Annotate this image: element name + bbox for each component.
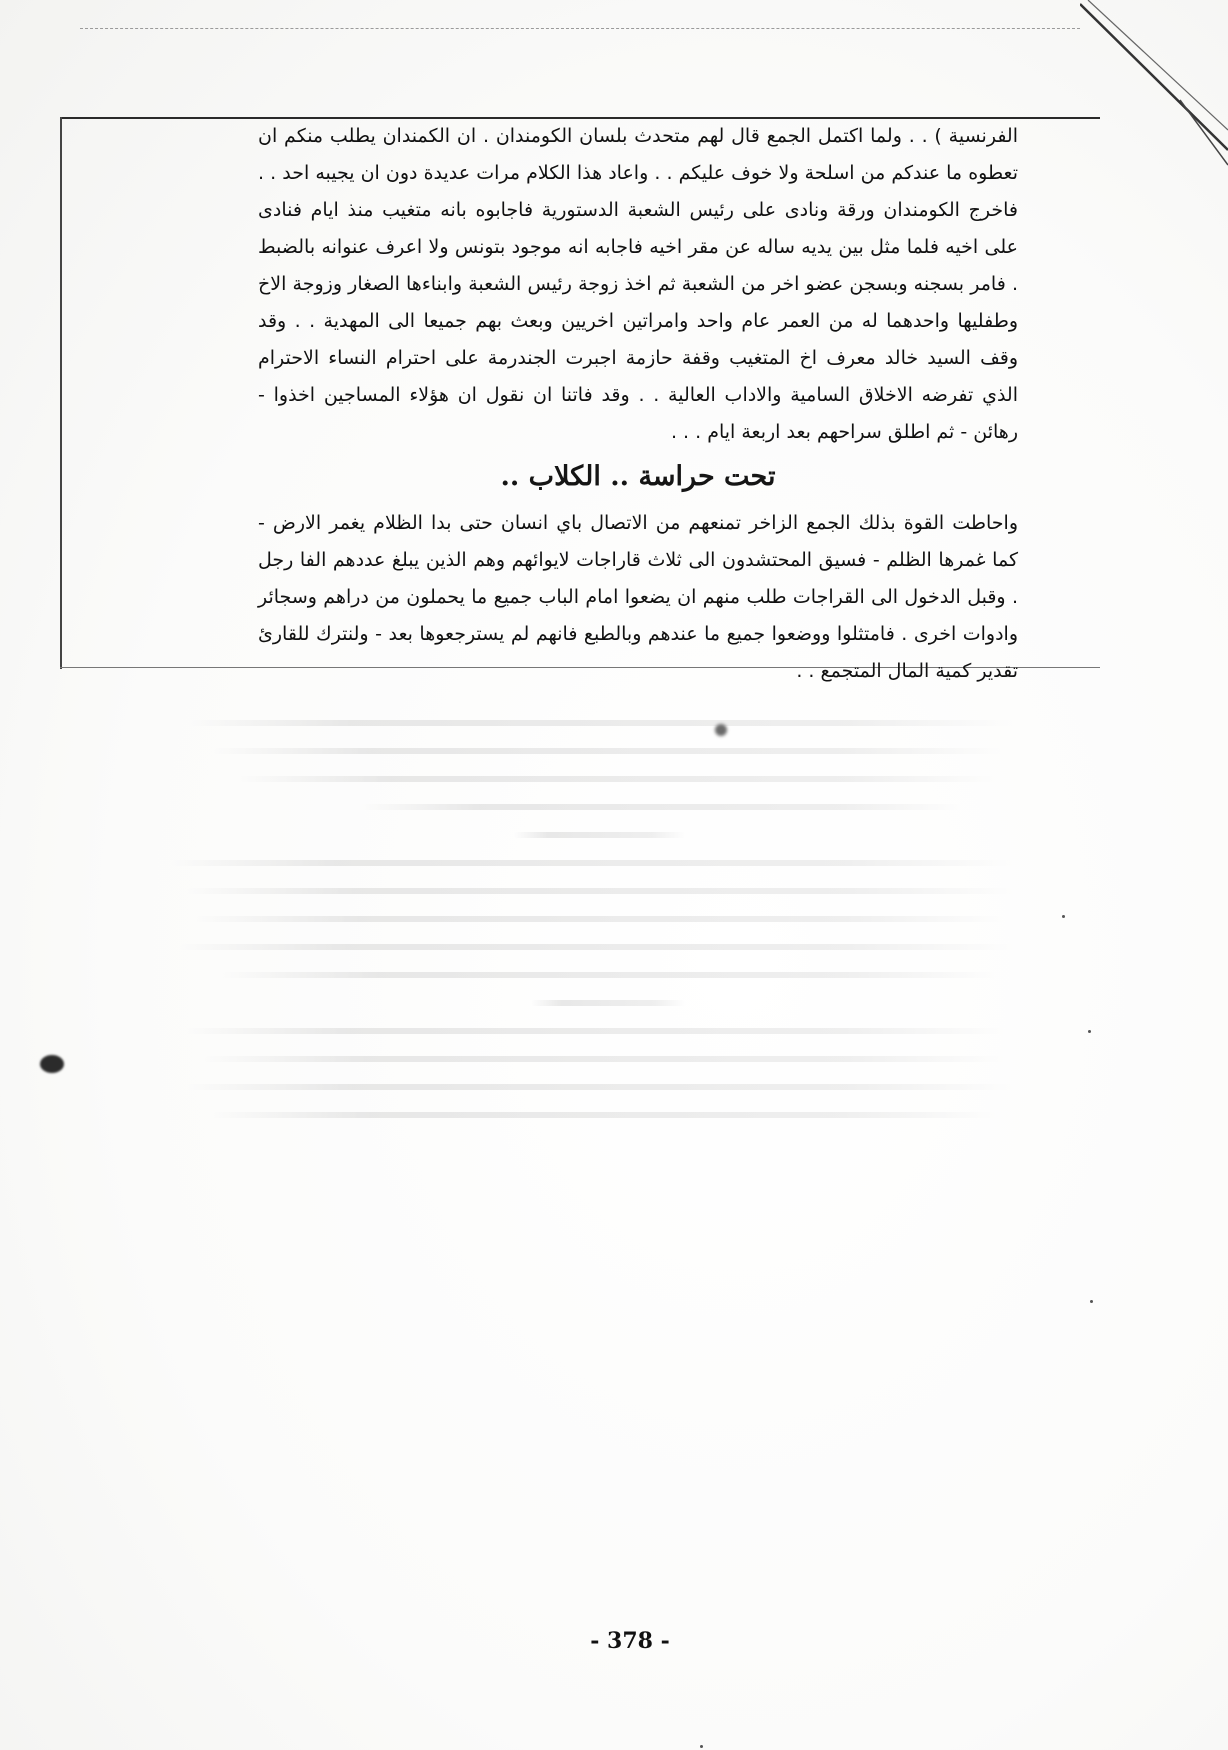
- page-frame-left-rule: [60, 117, 62, 669]
- section-heading: تحت حراسة .. الكلاب ..: [500, 461, 776, 492]
- dust-speck: [700, 1745, 703, 1748]
- page-number: - 378 -: [590, 1628, 670, 1654]
- ink-smudge: [715, 724, 727, 736]
- ink-smudge: [40, 1055, 64, 1073]
- bleed-through-text: [170, 720, 1030, 1340]
- paragraph-garages: واحاطت القوة بذلك الجمع الزاخر تمنعهم من الاتصال باي انسان حتى بدا الظلام يغمر الارض - كما غمرها الظلم - فسيق المحتشدون الى ثلاث قاراجات لايوائهم وهم الذين يبلغ عددهم الفا رجل . وقبل الدخول الى القراجات طلب منهم ان يضعوا امام الباب جميع ما يحملون من دراهم وسجائر وادوات اخرى . فامتثلوا ووضعوا جميع ما عندهم وبالطبع فانهم لم يسترجعوها بعد - ولنترك للقارئ تقدير كمية المال المتجمع . .: [258, 512, 1018, 682]
- paragraph-hostages: الفرنسية ) . . ولما اكتمل الجمع قال لهم متحدث بلسان الكومندان . ان الكمندان يطلب منكم ان تعطوه ما عندكم من اسلحة ولا خوف عليكم . . واعاد هذا الكلام مرات عديدة دون ان يجيبه احد . . فاخرج الكومندان ورقة ونادى على رئيس الشعبة الدستورية فاجابوه بانه متغيب منذ ايام فنادى على اخيه فلما مثل بين يديه ساله عن مقر اخيه فاجابه انه موجود بتونس ولا اعرف عنوانه بالضبط . فامر بسجنه وبسجن عضو اخر من الشعبة ثم اخذ زوجة رئيس الشعبة وابناءها الصغار وزوجة الاخ وطفليها واحدهما له من العمر عام واحد وامراتين اخريين وبعث بهم جميعا الى المهدية . . وقد وقف السيد خالد معرف اخ المتغيب وقفة حازمة اجبرت الجندرمة على احترام النساء الاحترام الذي تفرضه الاخلاق السامية والاداب العالية . . وقد فاتنا ان نقول ان هؤلاء المساجين اخذوا - رهائن - ثم اطلق سراحهم بعد اربعة ايام . . .: [258, 125, 1018, 443]
- corner-fold-mark: [1080, 0, 1228, 170]
- dust-speck: [1088, 1030, 1091, 1033]
- header-scan-artifact: [80, 28, 1080, 39]
- dust-speck: [1062, 915, 1065, 918]
- article-body: [258, 118, 1018, 690]
- dust-speck: [1090, 1300, 1093, 1303]
